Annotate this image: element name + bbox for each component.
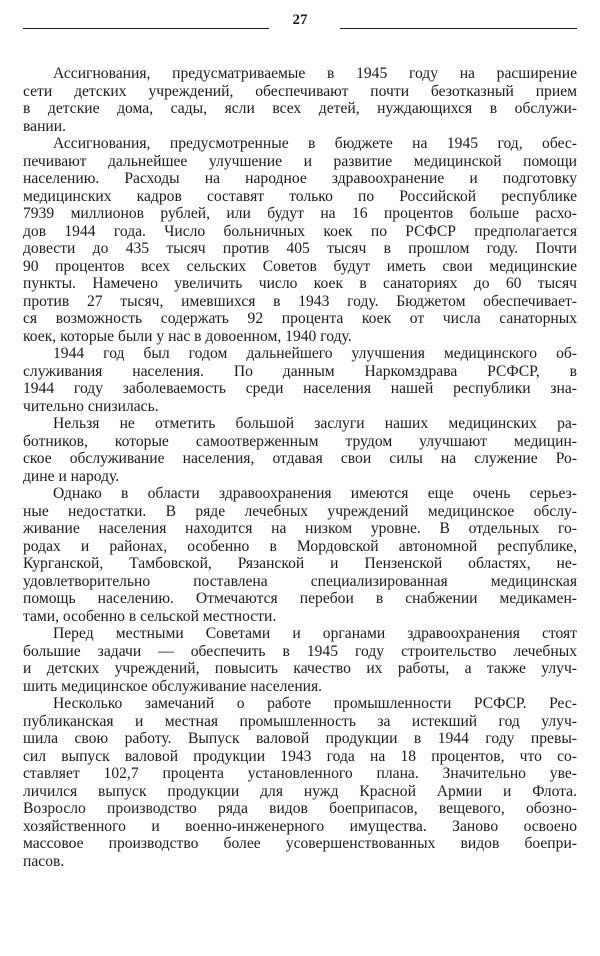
text-line: довести до 435 тысяч против 405 тысяч в прошлом году. Почти — [23, 240, 577, 257]
paragraph — [23, 345, 577, 415]
text-line: удовлетворительно поставлена специализированная медицинская — [23, 572, 577, 590]
text-line: большие задачи — обеспечить в 1945 году строительство лечебных — [23, 642, 577, 660]
text-line: сети детских учреждений, обеспечивают почти безотказный прием — [23, 82, 577, 100]
page-header — [23, 12, 577, 32]
text-line: шила свою работу. Выпуск валовой продукции в 1944 году превы- — [23, 730, 577, 747]
text-line: в детские дома, сады, ясли всех детей, нуждающихся в обслужи- — [23, 100, 577, 117]
text-line: публиканская и местная промышленность за истекший год улуч- — [23, 712, 577, 730]
text-line: ское обслуживание населения, отдавая свои силы на служение Ро- — [23, 450, 577, 467]
paragraph — [23, 135, 577, 345]
paragraph — [23, 485, 577, 625]
paragraph — [23, 65, 577, 135]
page-body — [23, 65, 577, 870]
text-line: дов 1944 года. Число больничных коек по РСФСР предполагается — [23, 222, 577, 240]
text-line: 90 процентов всех сельских Советов будут иметь свои медицинские — [23, 257, 577, 275]
text-line: Возросло производство ряда видов боеприпасов, вещевого, обозно- — [23, 800, 577, 817]
text-line: вании. — [23, 117, 67, 135]
text-line: Однако в области здравоохранения имеются еще очень серьез- — [53, 485, 577, 502]
text-line: ставляет 102,7 процента установленного плана. Значительно уве- — [23, 765, 577, 782]
text-line: дине и народу. — [23, 467, 120, 485]
text-line: коек, которые были у нас в довоенном, 1940 году. — [23, 327, 352, 345]
text-line: 1944 году заболеваемость среди населения нашей республики зна- — [23, 380, 577, 397]
text-line: массовое производство более усовершенствованных видов боепри- — [23, 835, 577, 852]
text-line: медицинских кадров составят только по Российской республике — [23, 187, 577, 205]
header-rule-right — [340, 28, 577, 29]
text-line: личился выпуск продукции для нужд Красной Армии и Флота. — [23, 782, 577, 800]
text-line: 7939 миллионов рублей, или будут на 16 процентов больше расхо- — [23, 205, 577, 222]
text-line: Ассигнования, предусмотренные в бюджете на 1945 год, обес- — [53, 135, 577, 152]
text-line: ные недостатки. В ряде лечебных учреждений медицинское обслу- — [23, 502, 577, 520]
page-number: 27 — [292, 12, 308, 28]
text-line: населению. Расходы на народное здравоохранение и подготовку — [23, 170, 577, 187]
text-line: пункты. Намечено увеличить число коек в санаториях до 60 тысяч — [23, 275, 577, 292]
paragraph — [23, 695, 577, 870]
text-line: Перед местными Советами и органами здравоохранения стоят — [53, 625, 577, 642]
text-line: хозяйственного и военно-инженерного имущества. Заново освоено — [23, 817, 577, 835]
paragraph — [23, 625, 577, 695]
text-line: ся возможность содержать 92 процента коек от числа санаторных — [23, 310, 577, 327]
text-line: чительно снизилась. — [23, 397, 159, 415]
text-line: сил выпуск валовой продукции 1943 года на 18 процентов, что со- — [23, 747, 577, 765]
text-line: Нельзя не отметить большой заслуги наших медицинских ра- — [53, 415, 577, 432]
text-line: печивают дальнейшее улучшение и развитие медицинской помощи — [23, 152, 577, 170]
text-line: ботников, которые самоотверженным трудом улучшают медицин- — [23, 432, 577, 450]
text-line: против 27 тысяч, имевшихся в 1943 году. Бюджетом обеспечивает- — [23, 292, 577, 310]
text-line: шить медицинское обслуживание населения. — [23, 677, 323, 695]
text-line: Несколько замечаний о работе промышленности РСФСР. Рес- — [53, 695, 577, 712]
text-line: 1944 год был годом дальнейшего улучшения медицинского об- — [53, 345, 577, 362]
text-line: помощь населению. Отмечаются перебои в снабжении медикамен- — [23, 590, 577, 607]
text-line: служивания населения. По данным Наркомздрава РСФСР, в — [23, 362, 577, 380]
text-line: пасов. — [23, 852, 65, 870]
text-line: родах и районах, особенно в Мордовской автономной республике, — [23, 537, 577, 555]
text-line: Ассигнования, предусматриваемые в 1945 году на расширение — [53, 65, 577, 82]
paragraph — [23, 415, 577, 485]
text-line: и детских учреждений, повысить качество их работы, а также улуч- — [23, 660, 577, 677]
text-line: живание населения находится на низком уровне. В отдельных го- — [23, 520, 577, 537]
text-line: тами, особенно в сельской местности. — [23, 607, 277, 625]
text-line: Курганской, Тамбовской, Рязанской и Пензенской областях, не- — [23, 555, 577, 572]
